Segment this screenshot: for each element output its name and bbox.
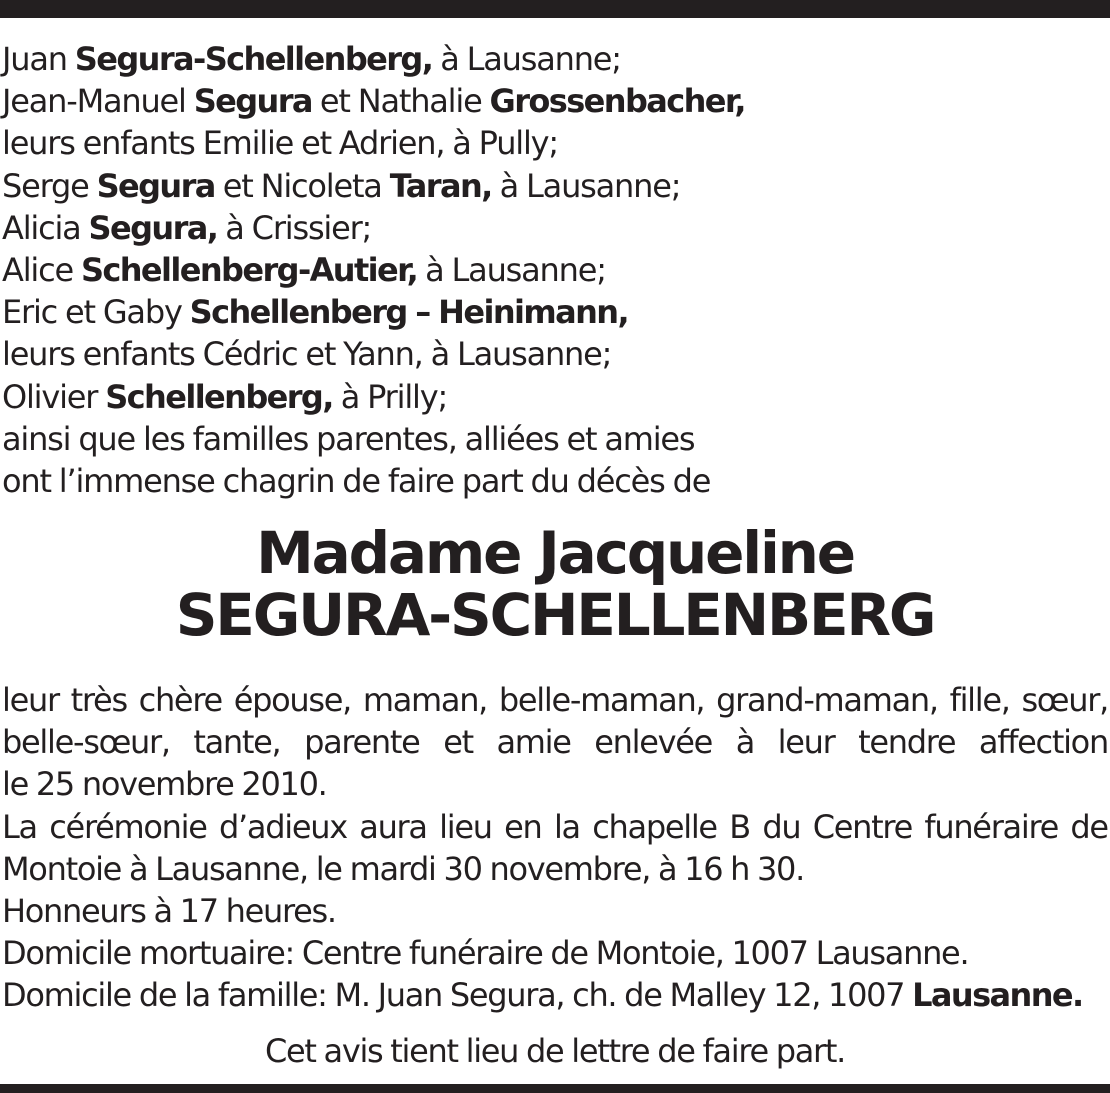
body-word: leur	[2, 681, 59, 719]
family-line	[2, 122, 1102, 164]
family-name-text: et Nathalie	[311, 82, 490, 121]
bottom-border-rule	[0, 1084, 1110, 1093]
family-name-text: ainsi que les familles parentes, alliées et amies	[2, 419, 695, 458]
family-location: à Prilly;	[332, 377, 448, 416]
body-word: funéraire	[924, 807, 1058, 846]
body-word: cérémonie	[49, 807, 207, 846]
body-word: fille,	[949, 681, 1010, 719]
family-surname: Taran,	[389, 166, 492, 205]
body-line-honours: Honneurs à 17 heures.	[2, 891, 336, 930]
family-line	[2, 418, 1102, 460]
family-surname: Schellenberg-Autier,	[80, 250, 418, 289]
family-name-text: leurs enfants Cédric et Yann, à Lausanne;	[2, 335, 612, 374]
body-line-justified	[2, 679, 1108, 721]
family-name-text: Juan	[2, 40, 75, 78]
body-word: belle-maman,	[498, 681, 705, 719]
body-word: affection	[978, 723, 1108, 762]
family-surname: Schellenberg – Heinimann,	[189, 293, 629, 332]
family-location: à Lausanne;	[432, 40, 621, 78]
top-border-rule	[0, 0, 1110, 18]
family-name-text: Eric et Gaby	[2, 293, 190, 332]
family-line	[2, 333, 1102, 375]
body-word: la	[553, 807, 580, 846]
body-word: à	[735, 723, 754, 762]
body-word: d’adieux	[219, 807, 347, 846]
family-announcement-list	[2, 38, 1102, 502]
family-name-text: et Nicoleta	[214, 166, 390, 205]
body-word: grand-maman,	[716, 681, 938, 719]
body-word: enlevée	[594, 723, 713, 762]
body-word: très	[70, 681, 127, 719]
family-line	[2, 249, 1102, 291]
family-line	[2, 207, 1102, 249]
body-word: lieu	[439, 807, 492, 846]
family-surname: Segura,	[88, 208, 218, 247]
body-word: aura	[359, 807, 427, 846]
body-word: de	[1070, 807, 1108, 846]
family-address-city: Lausanne.	[912, 976, 1083, 1015]
body-word: chapelle	[592, 807, 717, 846]
family-name-text: Alicia	[2, 208, 89, 247]
body-word: leur	[777, 723, 835, 762]
body-word: épouse,	[233, 681, 351, 719]
family-line	[2, 165, 1102, 207]
family-name-text: Serge	[2, 166, 97, 205]
body-word: et	[443, 723, 473, 762]
family-line	[2, 38, 1102, 80]
body-word: tante,	[193, 723, 281, 762]
family-surname: Grossenbacher,	[489, 82, 745, 121]
body-line-ceremony-time: Montoie à Lausanne, le mardi 30 novembre, à 16 h 30.	[2, 849, 804, 888]
body-word: belle-sœur,	[2, 723, 170, 762]
body-word: B	[729, 807, 750, 846]
family-name-text: ont l’immense chagrin de faire part du décès de	[2, 461, 711, 500]
deceased-name-line2: SEGURA-SCHELLENBERG	[175, 581, 935, 649]
family-name-text: leurs enfants Emilie et Adrien, à Pully;	[2, 124, 559, 163]
body-word: en	[504, 807, 542, 846]
body-line-justified	[2, 721, 1108, 763]
body-word: La	[2, 807, 37, 846]
body-word: amie	[496, 723, 571, 762]
family-surname: Segura	[193, 82, 312, 121]
body-line-mortuary-address: Domicile mortuaire: Centre funéraire de Montoie, 1007 Lausanne.	[2, 934, 969, 973]
body-word: maman,	[362, 681, 488, 719]
body-word: Centre	[812, 807, 912, 846]
family-location: à Lausanne;	[491, 166, 681, 205]
family-line	[2, 80, 1102, 122]
family-location: à Lausanne;	[417, 250, 606, 289]
closing-note: Cet avis tient lieu de lettre de faire part.	[264, 1032, 846, 1070]
family-surname: Segura-Schellenberg,	[74, 40, 433, 78]
body-line-family-address	[2, 974, 1108, 1016]
family-name-text: Alice	[2, 250, 81, 289]
family-line	[2, 291, 1102, 333]
family-name-text: Jean-Manuel	[2, 82, 194, 121]
family-line	[2, 460, 1102, 502]
family-line	[2, 376, 1102, 418]
family-address-text: Domicile de la famille: M. Juan Segura, ch. de Malley 12, 1007	[2, 976, 913, 1015]
deceased-name-line1: Madame Jacqueline	[256, 519, 854, 587]
family-surname: Segura	[96, 166, 215, 205]
family-surname: Schellenberg,	[105, 377, 333, 416]
body-line-justified	[2, 806, 1108, 848]
body-word: tendre	[858, 723, 956, 762]
family-location: à Crissier;	[217, 208, 372, 247]
announcement-body	[2, 679, 1108, 1017]
body-word: sœur,	[1021, 681, 1108, 719]
body-word: parente	[304, 723, 420, 762]
deceased-name-block	[0, 519, 1110, 649]
family-name-text: Olivier	[2, 377, 106, 416]
body-line-date: le 25 novembre 2010.	[2, 765, 327, 804]
body-word: du	[762, 807, 801, 846]
body-word: chère	[138, 681, 222, 719]
